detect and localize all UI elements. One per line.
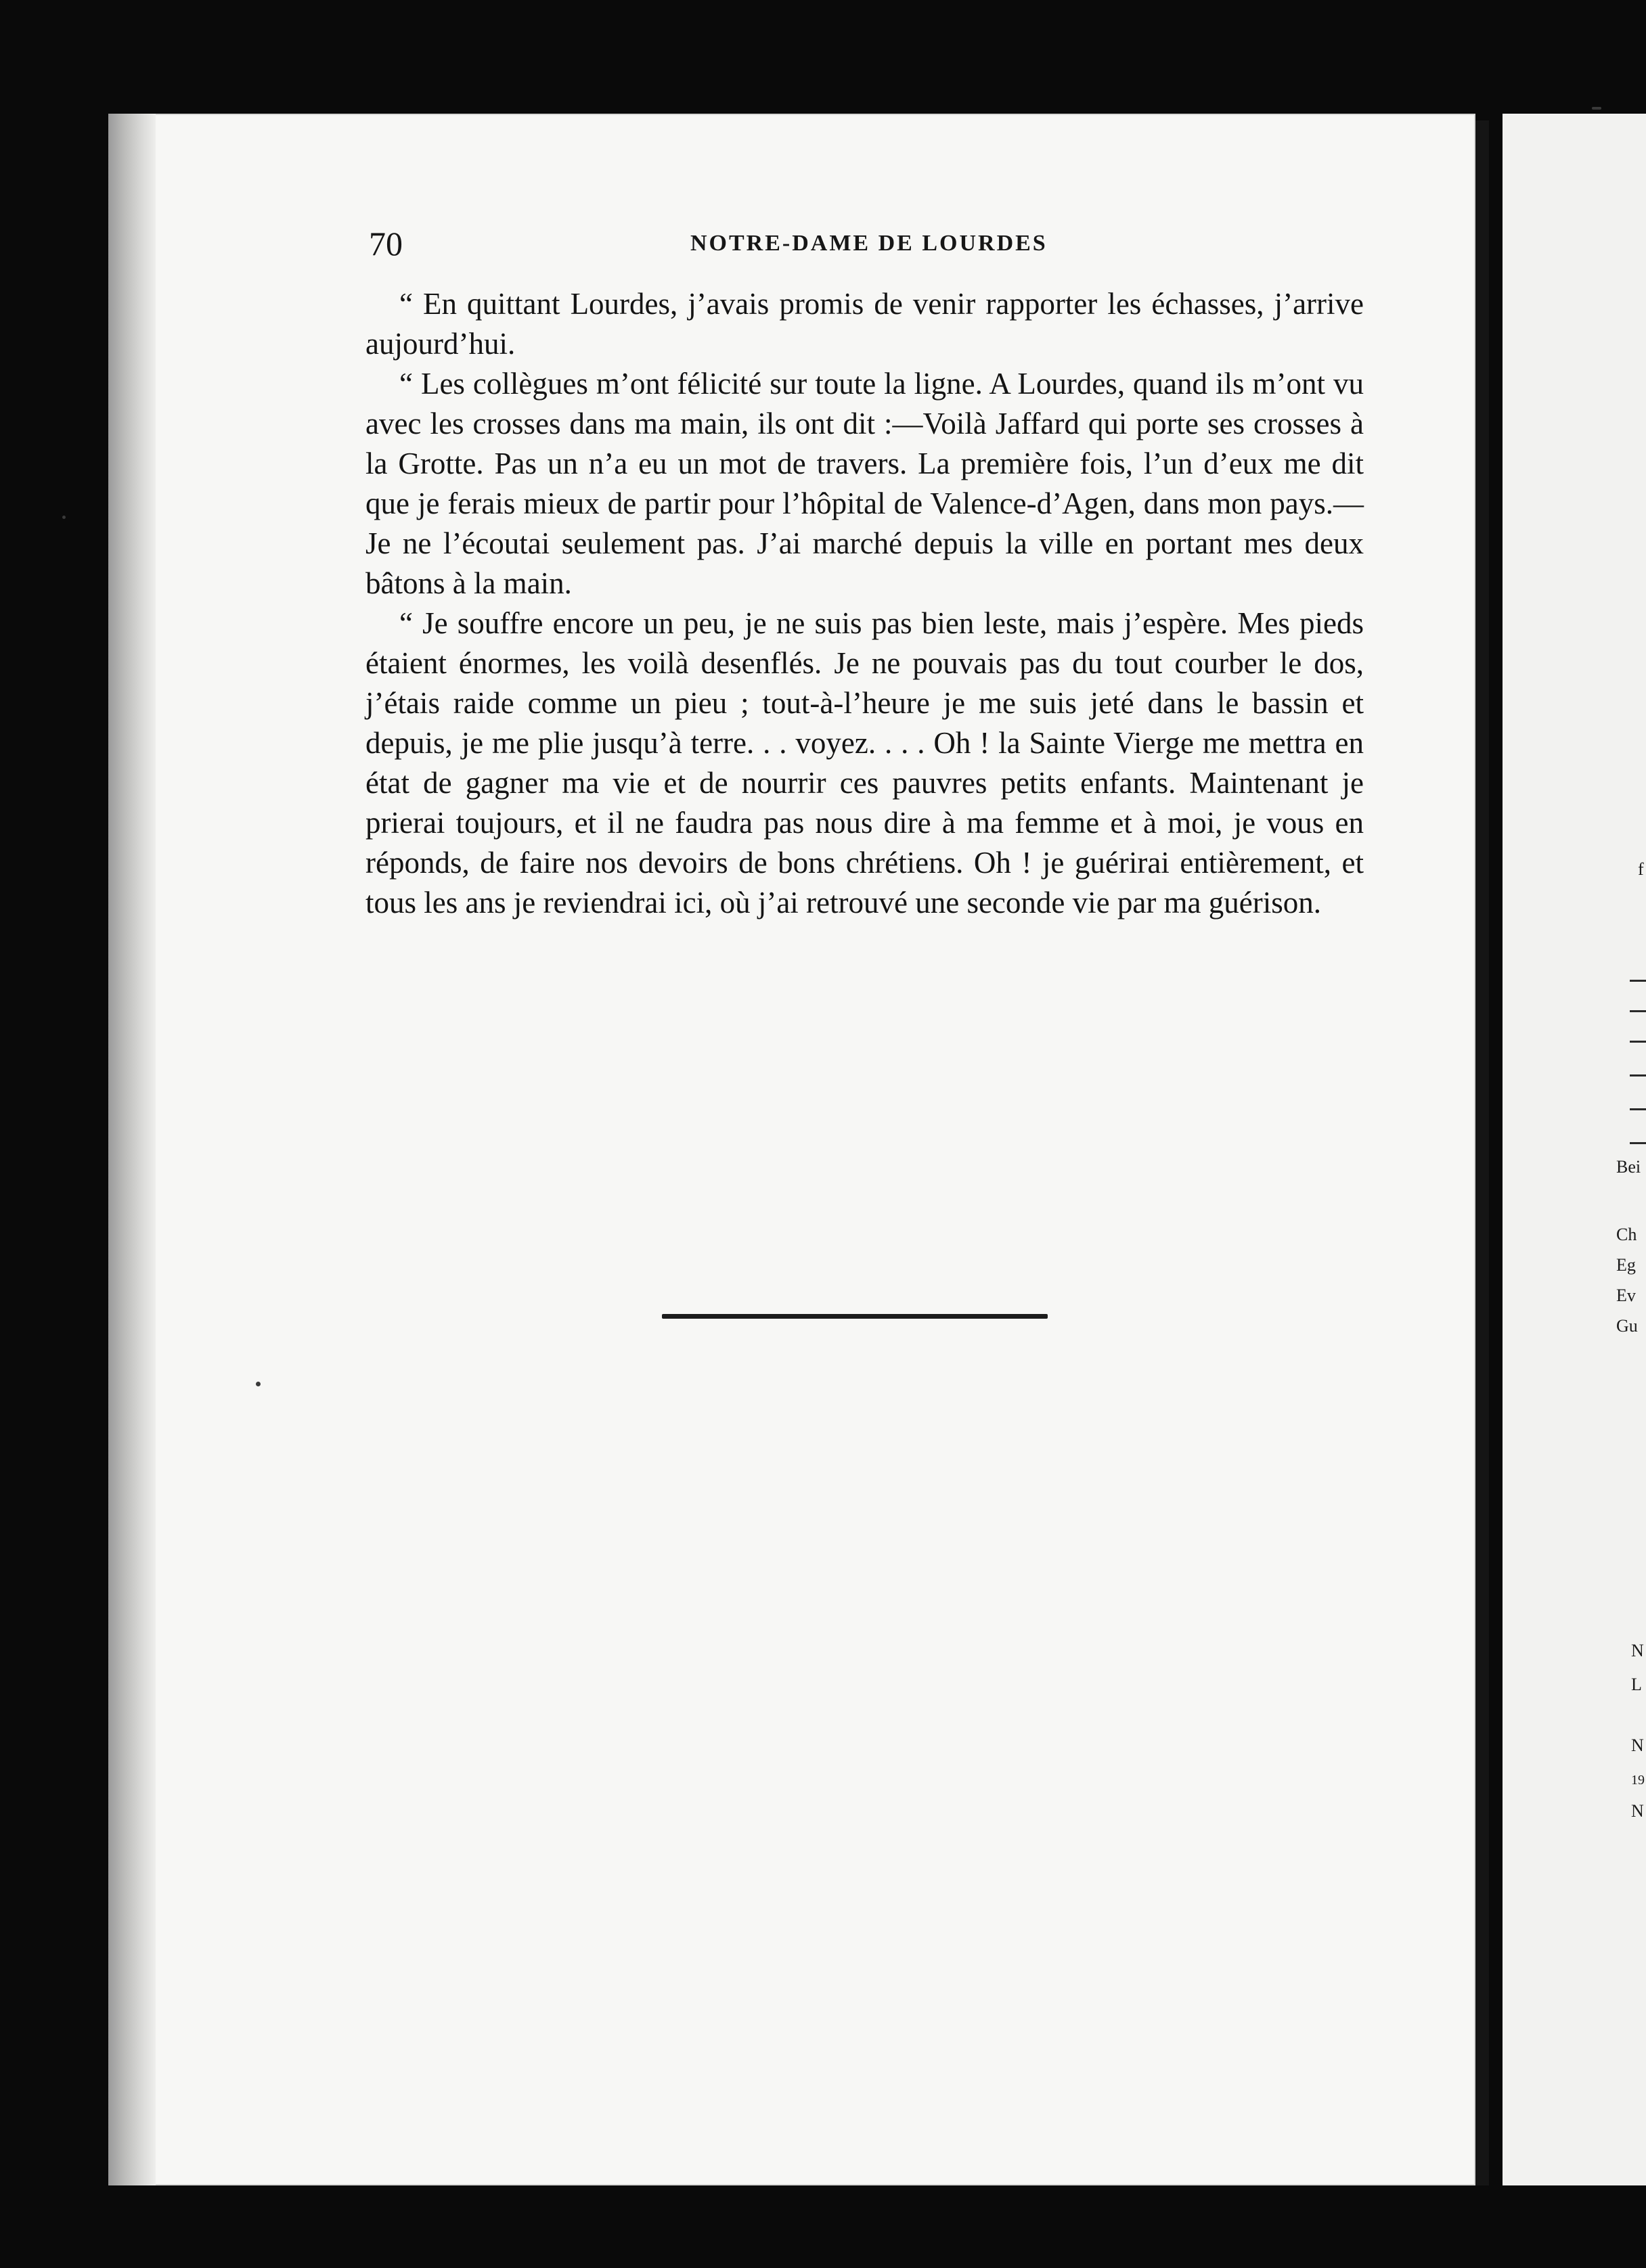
page-gutter-shadow [108, 114, 156, 2185]
section-end-rule [662, 1314, 1048, 1319]
adjacent-text-fragment: L [1631, 1675, 1642, 1694]
adjacent-text-fragment: Gu [1616, 1316, 1638, 1336]
adjacent-rule-mark [1630, 1010, 1646, 1012]
adjacent-text-fragment: Ch [1616, 1225, 1637, 1244]
adjacent-text-fragment: 19 [1631, 1773, 1645, 1788]
scan-speck [1592, 107, 1601, 110]
adjacent-rule-mark [1630, 1041, 1646, 1043]
adjacent-rule-mark [1630, 980, 1646, 982]
adjacent-text-fragment: N [1631, 1801, 1644, 1821]
adjacent-text-fragment: N [1631, 1641, 1644, 1660]
body-text [365, 284, 1364, 923]
page-number: 70 [369, 225, 403, 263]
scan-speck [256, 1382, 261, 1386]
scan-speck [62, 516, 66, 519]
adjacent-text-fragment: N [1631, 1736, 1644, 1755]
paragraph: “ Je souffre encore un peu, je ne suis pas bien leste, mais j’espère. Mes pieds étaient énormes, les voilà desenflés. Je ne pouvais pas du tout courber le dos, j’étais raide comme un pieu ; tout-à-l’heure je me suis jeté dans le bassin et depuis, je me plie jusqu’à terre. . . voyez. . . . Oh ! la Sainte Vierge me mettra en état de gagner ma vie et de nourrir ces pauvres petits enfants. Maintenant je prierai toujours, et il ne faudra pas nous dire à ma femme et à moi, je vous en réponds, de faire nos devoirs de bons chrétiens. Oh ! je guérirai entièrement, et tous les ans je reviendrai ici, où j’ai retrouvé une seconde vie par ma guérison. [365, 606, 1364, 920]
adjacent-rule-mark [1630, 1108, 1646, 1110]
adjacent-text-fragment: Ev [1616, 1286, 1636, 1305]
page-edge [1475, 120, 1489, 2185]
page-header [369, 223, 1384, 264]
running-head: NOTRE-DAME DE LOURDES [690, 231, 1048, 256]
paragraph: “ En quittant Lourdes, j’avais promis de venir rapporter les échasses, j’arrive aujourd’hui. [365, 287, 1364, 361]
paragraph: “ Les collègues m’ont félicité sur toute la ligne. A Lourdes, quand ils m’ont vu avec les crosses dans ma main, ils ont dit :—Voilà Jaffard qui porte ses crosses à la Grotte. Pas un n’a eu un mot de travers. La première fois, l’un d’eux me dit que je ferais mieux de partir pour l’hôpital de Valence-d’Agen, dans mon pays.—Je ne l’écoutai seulement pas. J’ai marché depuis la ville en portant mes deux bâtons à la main. [365, 367, 1364, 600]
adjacent-page-fragments [1611, 0, 1646, 2268]
adjacent-rule-mark [1630, 1142, 1646, 1144]
adjacent-text-fragment: Bei [1616, 1157, 1641, 1177]
adjacent-rule-mark [1630, 1074, 1646, 1076]
adjacent-text-fragment: Eg [1616, 1255, 1636, 1275]
adjacent-text-fragment: f [1638, 859, 1644, 879]
